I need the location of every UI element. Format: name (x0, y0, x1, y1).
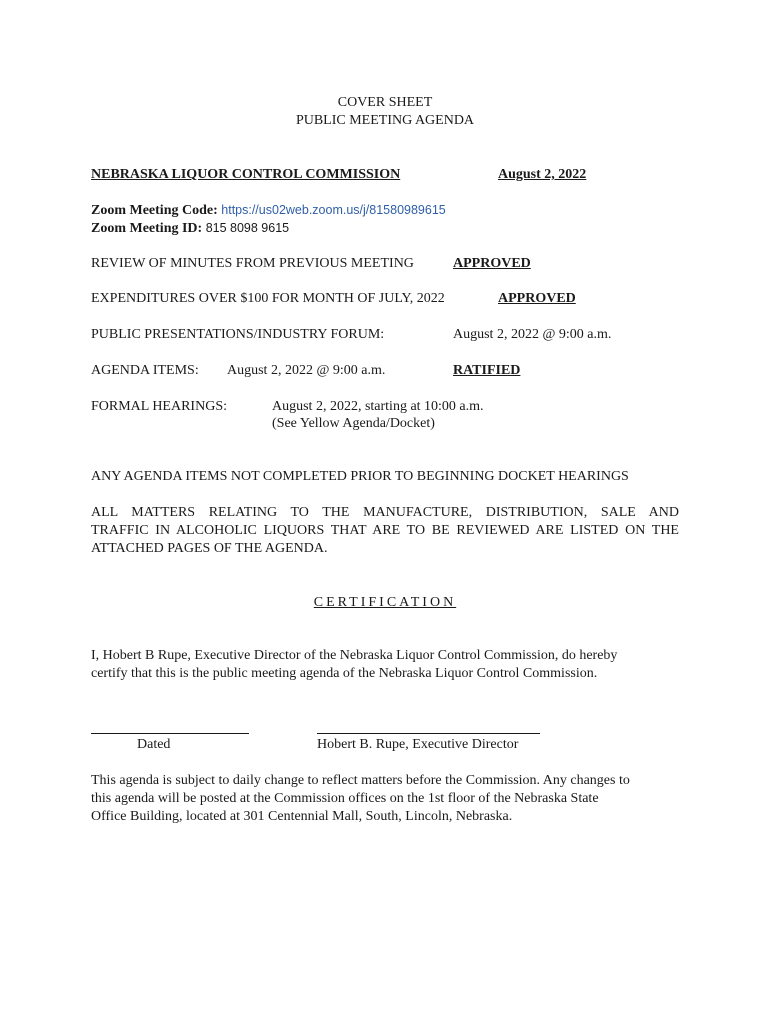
footer-line1: This agenda is subject to daily change to reflect matters before the Commission. Any changes to (91, 773, 630, 788)
agenda-items-label: AGENDA ITEMS: (91, 363, 199, 378)
matters-line1: ALL MATTERS RELATING TO THE MANUFACTURE, DISTRIBUTION, SALE AND (91, 505, 679, 520)
expenditures-label: EXPENDITURES OVER $100 FOR MONTH OF JULY, 2022 (91, 291, 445, 306)
minutes-status: APPROVED (453, 256, 531, 271)
footer-line2: this agenda will be posted at the Commission offices on the 1st floor of the Nebraska State (91, 791, 599, 806)
signer-label: Hobert B. Rupe, Executive Director (317, 737, 519, 752)
hearings-value-line2: (See Yellow Agenda/Docket) (272, 416, 435, 431)
zoom-code-row (91, 201, 446, 220)
matters-line3: ATTACHED PAGES OF THE AGENDA. (91, 541, 328, 556)
expenditures-status: APPROVED (498, 291, 576, 306)
minutes-label: REVIEW OF MINUTES FROM PREVIOUS MEETING (91, 256, 414, 271)
zoom-code-label: Zoom Meeting Code: (91, 203, 218, 218)
director-signature-line (317, 733, 540, 734)
footer-line3: Office Building, located at 301 Centennial Mall, South, Lincoln, Nebraska. (91, 809, 513, 824)
hearings-value-line1: August 2, 2022, starting at 10:00 a.m. (272, 399, 484, 414)
agenda-items-value: August 2, 2022 @ 9:00 a.m. (227, 363, 386, 378)
certification-text-line1: I, Hobert B Rupe, Executive Director of the Nebraska Liquor Control Commission, do hereby (91, 648, 618, 663)
matters-line2: TRAFFIC IN ALCOHOLIC LIQUORS THAT ARE TO BE REVIEWED ARE LISTED ON THE (91, 523, 679, 538)
meeting-date: August 2, 2022 (498, 167, 587, 182)
dated-label: Dated (137, 737, 171, 752)
dated-signature-line (91, 733, 249, 734)
hearings-label: FORMAL HEARINGS: (91, 399, 227, 414)
zoom-id-row (91, 219, 289, 238)
certification-text-line2: certify that this is the public meeting agenda of the Nebraska Liquor Control Commission. (91, 666, 598, 681)
page-title-line1: COVER SHEET (337, 95, 433, 110)
forum-value: August 2, 2022 @ 9:00 a.m. (453, 327, 612, 342)
zoom-id-value: 815 8098 9615 (205, 221, 290, 235)
forum-label: PUBLIC PRESENTATIONS/INDUSTRY FORUM: (91, 327, 385, 342)
page-title-line2: PUBLIC MEETING AGENDA (295, 113, 475, 128)
certification-heading: CERTIFICATION (313, 595, 457, 610)
zoom-id-label: Zoom Meeting ID: (91, 221, 203, 236)
agenda-items-status: RATIFIED (453, 363, 521, 378)
commission-name: NEBRASKA LIQUOR CONTROL COMMISSION (91, 167, 401, 182)
zoom-meeting-link[interactable]: https://us02web.zoom.us/j/81580989615 (221, 203, 446, 217)
incomplete-items-note: ANY AGENDA ITEMS NOT COMPLETED PRIOR TO BEGINNING DOCKET HEARINGS (91, 469, 629, 484)
